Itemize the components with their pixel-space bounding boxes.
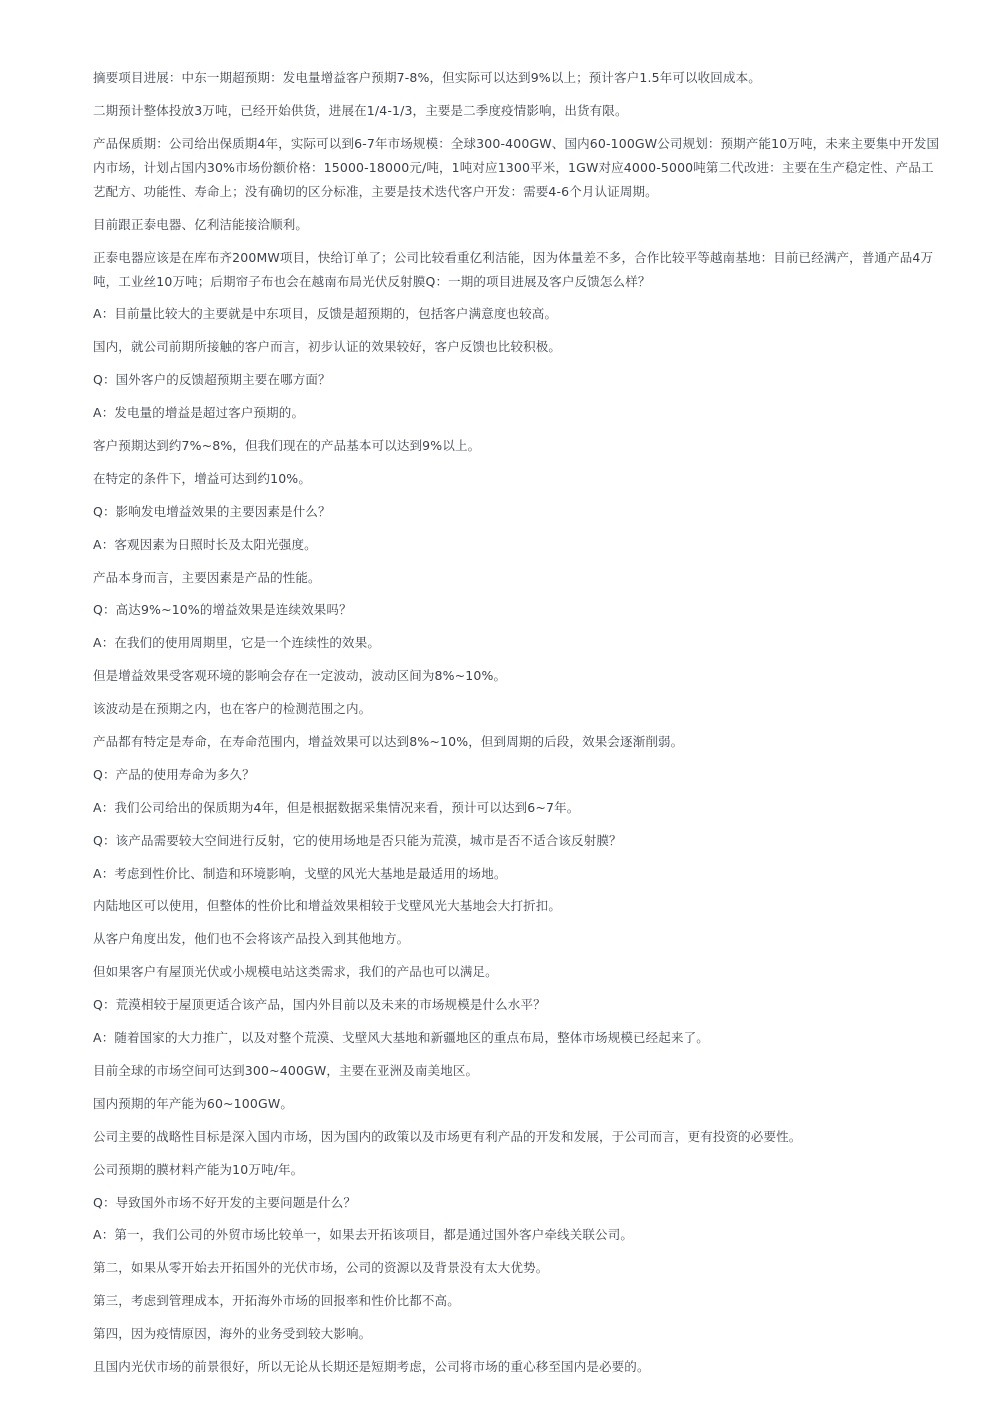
paragraph: 从客户角度出发，他们也不会将该产品投入到其他地方。: [93, 931, 410, 947]
paragraph: 目前跟正泰电器、亿利洁能接洽顺利。: [93, 216, 309, 232]
paragraph: 产品保质期：公司给出保质期4年，实际可以到6-7年市场规模：全球300-400GW、国内60-100GW公司规划：预期产能10万吨，未来主要集中开发国内市场，计划占国内30%市场份额价格：15000-18000元/吨，1吨对应1300平米，1GW对应4000-5000吨第二代改进：主要在生产稳定性、产品工艺配方、功能性、寿命上；没有确切的区分标准，主要是技术迭代客户开发：需要4-6个月认证周期。: [93, 135, 940, 199]
paragraph: A：第一，我们公司的外贸市场比较单一，如果去开拓该项目，都是通过国外客户牵线关联公司。: [93, 1227, 634, 1243]
paragraph: A：客观因素为日照时长及太阳光强度。: [93, 536, 317, 552]
document-body: [93, 66, 945, 1388]
paragraph: 公司预期的膜材料产能为10万吨/年。: [93, 1161, 304, 1177]
paragraph: A：发电量的增益是超过客户预期的。: [93, 405, 305, 421]
paragraph: 第三，考虑到管理成本，开拓海外市场的回报率和性价比都不高。: [93, 1293, 460, 1309]
paragraph: 该波动是在预期之内，也在客户的检测范围之内。: [93, 701, 372, 717]
paragraph: 产品都有特定是寿命，在寿命范围内，增益效果可以达到8%~10%，但到周期的后段，效果会逐渐削弱。: [93, 734, 684, 750]
paragraph: A：在我们的使用周期里，它是一个连续性的效果。: [93, 635, 381, 651]
paragraph: 内陆地区可以使用，但整体的性价比和增益效果相较于戈壁风光大基地会大打折扣。: [93, 898, 562, 914]
paragraph: 国内预期的年产能为60~100GW。: [93, 1095, 293, 1111]
paragraph: 但如果客户有屋顶光伏或小规模电站这类需求，我们的产品也可以满足。: [93, 964, 498, 980]
paragraph: A：目前量比较大的主要就是中东项目，反馈是超预期的，包括客户满意度也较高。: [93, 306, 558, 322]
paragraph: 第二，如果从零开始去开拓国外的光伏市场，公司的资源以及背景没有太大优势。: [93, 1260, 549, 1276]
paragraph: Q：导致国外市场不好开发的主要问题是什么？: [93, 1194, 356, 1210]
paragraph: 目前全球的市场空间可达到300~400GW，主要在亚洲及南美地区。: [93, 1062, 479, 1078]
paragraph: 且国内光伏市场的前景很好，所以无论从长期还是短期考虑，公司将市场的重心移至国内是必要的。: [93, 1358, 650, 1374]
paragraph: A：随着国家的大力推广，以及对整个荒漠、戈壁风大基地和新疆地区的重点布局，整体市场规模已经起来了。: [93, 1030, 709, 1046]
paragraph: Q：高达9%~10%的增益效果是连续效果吗？: [93, 602, 352, 618]
paragraph: 但是增益效果受客观环境的影响会存在一定波动，波动区间为8%~10%。: [93, 668, 507, 684]
paragraph: Q：影响发电增益效果的主要因素是什么？: [93, 503, 331, 519]
paragraph: 在特定的条件下，增益可达到约10%。: [93, 470, 311, 486]
paragraph: Q：该产品需要较大空间进行反射，它的使用场地是否只能为荒漠，城市是否不适合该反射膜？: [93, 832, 622, 848]
paragraph: A：考虑到性价比、制造和环境影响，戈壁的风光大基地是最适用的场地。: [93, 865, 507, 881]
paragraph: 第四，因为疫情原因，海外的业务受到较大影响。: [93, 1326, 372, 1342]
paragraph: A：我们公司给出的保质期为4年，但是根据数据采集情况来看，预计可以达到6~7年。: [93, 799, 580, 815]
paragraph: 摘要项目进展：中东一期超预期：发电量增益客户预期7-8%，但实际可以达到9%以上；预计客户1.5年可以收回成本。: [93, 70, 761, 85]
paragraph: 产品本身而言，主要因素是产品的性能。: [93, 569, 321, 585]
paragraph: Q：国外客户的反馈超预期主要在哪方面？: [93, 372, 331, 388]
paragraph: 国内，就公司前期所接触的客户而言，初步认证的效果较好，客户反馈也比较积极。: [93, 339, 562, 355]
paragraph: Q：产品的使用寿命为多久？: [93, 766, 255, 782]
paragraph: 正泰电器应该是在库布齐200MW项目，快给订单了；公司比较看重亿利洁能，因为体量差不多，合作比较平等越南基地：目前已经满产，普通产品4万吨，工业丝10万吨；后期帘子布也会在越南布局光伏反射膜Q：一期的项目进展及客户反馈怎么样？: [93, 249, 934, 289]
paragraph: 二期预计整体投放3万吨，已经开始供货，进展在1/4-1/3，主要是二季度疫情影响，出货有限。: [93, 102, 628, 118]
paragraph: 客户预期达到约7%~8%，但我们现在的产品基本可以达到9%以上。: [93, 438, 481, 454]
paragraph: Q：荒漠相较于屋顶更适合该产品，国内外目前以及未来的市场规模是什么水平？: [93, 997, 546, 1013]
paragraph: 公司主要的战略性目标是深入国内市场，因为国内的政策以及市场更有利产品的开发和发展，于公司而言，更有投资的必要性。: [93, 1128, 802, 1144]
